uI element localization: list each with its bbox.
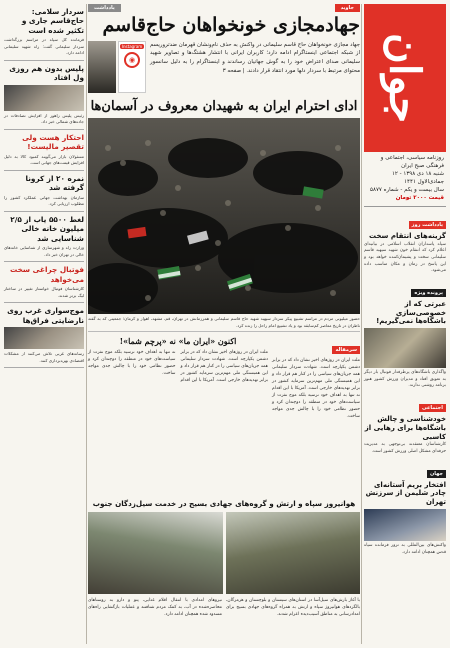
flood-photos: [88, 512, 360, 594]
flood-story: [88, 597, 360, 618]
lead-text: جهاد مجازی خونخواهان حاج قاسم سلیمانی در واکنش به حذف نام‌ونشان قهرمان ضدتروریسم از شبکه اجتماعی اینستاگرام ادامه دارد؛ کاربران ایرانی با انتشار هشتگ‌ها و تصاویر شهید سلیمانی صدای اعتراض خود را به گوش جهانیان رساندند و اینستاگرام را به دلیل سانسور محتوای مرتبط با سردار دلها مورد انتقاد قرار دادند. | صفحه ۳: [150, 41, 360, 74]
side-story-title[interactable]: افتخار بریم آستانه‌ای چادر شلیمن از سرزنش تهران: [365, 480, 446, 507]
side-story-text: واگذاری باشگاه‌های پرطرفدار فوتبال بار دیگر به تعویق افتاد و مدیران ورزش کشور هنوز برنامه روشنی ندارند.: [364, 370, 446, 389]
flood-text: نیروهای امدادی با انتقال اقلام غذایی، پتو و دارو به روستاهای محاصره‌شده در آب، به کمک مردم شتافتند و عملیات بازگشایی راه‌های مسدود شده همچنان ادامه دارد.: [88, 597, 222, 617]
flood-photo[interactable]: [88, 512, 223, 594]
analysis-headline[interactable]: اکنون «ایران ما» نه «پرچم شما»!: [119, 336, 237, 347]
issue-price: قیمت ۲۰۰۰ تومان: [395, 194, 444, 201]
brief-text: سازمان بهداشت جهانی عملکرد کشور را مطلوب ارزیابی کرد.: [4, 194, 84, 207]
brief-photo: [4, 327, 84, 349]
brief-title[interactable]: فوتبال چراغی سخت می‌خواهد: [9, 265, 84, 284]
side-story[interactable]: [364, 279, 446, 390]
brief-story[interactable]: [4, 61, 84, 130]
brief-title[interactable]: احتکار هست ولی تقصیر مالیست!: [22, 132, 84, 152]
portrait-photo: [88, 41, 116, 93]
instagram-label: Instagram: [121, 43, 143, 49]
top-banner: [88, 4, 360, 12]
section-tag: پرونده ویژه: [411, 289, 446, 297]
funeral-crowd-photo[interactable]: [88, 118, 360, 314]
instagram-graphic: [118, 41, 146, 93]
side-story[interactable]: [364, 394, 446, 456]
newspaper-logo[interactable]: جوان: [364, 4, 446, 152]
side-story-photo: [364, 509, 446, 541]
brief-story[interactable]: [4, 262, 84, 303]
brief-story[interactable]: [4, 130, 84, 171]
column-divider: [361, 4, 362, 644]
issue-line: شنبه ۱۸ دی ۱۳۹۸ - ۱۲ جمادی‌الاول ۱۴۴۱: [391, 170, 444, 185]
lead-story: [88, 41, 360, 93]
brief-photo: [4, 85, 84, 111]
brief-title[interactable]: لغط ۵۵۰۰ یاب از ۲/۵ میلیون خانه خالی شناسایی شد: [10, 214, 84, 243]
section-tag: جهان: [427, 470, 446, 478]
lead-headline[interactable]: جهادمجازی خونخواهان حاج‌قاسم: [102, 14, 360, 36]
brief-story[interactable]: [4, 171, 84, 212]
side-story-title[interactable]: عبرتی که از خصوصی‌سازی باشگاه‌ها نمی‌گیریم!: [376, 299, 446, 326]
photo-caption: حضور میلیونی مردم در مراسم تشییع پیکر سردار سپهبد شهید حاج قاسم سلیمانی و همرزمانش در تهران، قم، مشهد، اهواز و کرمان؛ جمعیتی که به گفته ناظران در تاریخ معاصر کم‌سابقه بود و یاد تشییع امام راحل را زنده کرد.: [88, 314, 360, 332]
crowd-photo-illustration: [88, 118, 360, 314]
side-story-text: واکنش‌های بین‌المللی به ترور فرمانده سپاه قدس همچنان ادامه دارد.: [364, 542, 446, 555]
brief-text: مسئولان بازار می‌گویند کمبود کالا به دلیل افزایش قیمت‌های جهانی است.: [4, 153, 84, 166]
issue-info: [364, 152, 446, 207]
photo-headline[interactable]: ادای احترام ایران به شهیدان معروف در آسمان‌ها: [90, 98, 358, 114]
masthead-column: [364, 4, 446, 644]
issue-line: سال بیست و یکم - شماره ۵۸۷۷: [370, 186, 444, 193]
brief-title[interactable]: نمره ۲۰ از کرونا گرفته شد: [25, 173, 84, 193]
side-story-text: سپاه پاسداران انقلاب اسلامی در بیانیه‌ای اعلام کرد که انتقام خون شهید سپهبد قاسم سلیمانی سخت و پشیمان‌کننده خواهد بود و این پاسخ در زمان و مکان مناسب داده می‌شود.: [364, 241, 446, 274]
brief-text: وزارت راه و شهرسازی از شناسایی خانه‌های خالی در تهران خبر داد.: [4, 245, 84, 257]
side-story-photo: [364, 328, 446, 368]
brief-title[interactable]: موج‌سواری غرب روی نارضایتی فراق‌ها: [7, 306, 84, 325]
analysis-text: ملت ایران در روزهای اخیر نشان داد که در برابر دشمن یکپارچه است. شهادت سردار سلیمانی همه جریان‌های سیاسی را در کنار هم قرار داد و این همبستگی ملی مهم‌ترین سرمایه کشور در برابر تهدیدهای خارجی است. آمریکا با این اقدام نه تنها به اهداف خود نرسید بلکه موج نفرت از سیاست‌های خود در منطقه را دوچندان کرد و حضور نظامی خود را با چالش جدی مواجه ساخت.: [88, 350, 268, 384]
brief-story[interactable]: [4, 303, 84, 368]
kicker-label: جاوید: [335, 4, 360, 12]
editorial-text: ملت ایران در روزهای اخیر نشان داد که در برابر دشمن یکپارچه است. شهادت سردار سلیمانی همه جریان‌های سیاسی را در کنار هم قرار داد و این همبستگی ملی مهم‌ترین سرمایه کشور در برابر تهدیدهای خارجی است. آمریکا با این اقدام نه تنها به اهداف خود نرسید بلکه موج نفرت از سیاست‌های خود در منطقه را دوچندان کرد و حضور نظامی خود را با چالش جدی مواجه ساخت.: [272, 358, 360, 420]
brief-text: کارشناسان فوتبال خواستار تغییر در ساختار لیگ برتر شدند.: [4, 286, 84, 298]
section-tag: یادداشت روز: [409, 221, 446, 229]
left-news-column: [4, 4, 84, 644]
section-tag: اجتماعی: [419, 404, 446, 412]
lead-media: [88, 41, 146, 93]
brief-text: رسانه‌های غربی تلاش می‌کنند از مشکلات اقتصادی بهره‌برداری کنند.: [4, 351, 84, 363]
side-story-text: کارشناسان معتقدند بی‌توجهی به مدیریت حرفه‌ای مشکل اصلی ورزش کشور است.: [364, 442, 446, 454]
brief-story[interactable]: [4, 212, 84, 262]
column-divider: [86, 4, 87, 644]
kicker-secondary: یادداشت: [88, 4, 121, 12]
brief-text: رئیس پلیس راهور از افزایش تصادفات در جاده‌های شمالی خبر داد.: [4, 112, 84, 125]
editorial-tag: سرمقاله: [332, 346, 360, 354]
brief-text: فرمانده کل سپاه در مراسم بزرگداشت سردار سلیمانی گفت: راه شهید سلیمانی ادامه دارد.: [4, 37, 84, 56]
flood-headline[interactable]: هوانیروز سپاه و ارتش و گروه‌های جهادی بسیج در خدمت سیل‌زدگان جنوب: [92, 499, 356, 509]
editorial-column: [272, 336, 360, 496]
middle-section: [88, 336, 360, 496]
side-story-title[interactable]: خودشناسی و چالش‌ باشگاه‌ها برای رهایی از کاسبی: [364, 415, 446, 441]
brief-title[interactable]: پلیس بدون هم روزی ول افتاد: [9, 63, 84, 83]
brief-story[interactable]: [4, 4, 84, 61]
side-story[interactable]: [364, 211, 446, 275]
main-column: [88, 4, 360, 644]
flood-photo[interactable]: [226, 512, 361, 594]
instagram-icon: ◉: [124, 52, 140, 68]
brief-title[interactable]: سردار سلامی: حاج‌قاسم جاری و تکثیر شده است: [21, 7, 84, 35]
analysis-column: [88, 336, 268, 496]
flood-text: با آغاز بارش‌های سیل‌آسا در استان‌های سیستان و بلوچستان و هرمزگان، بالگردهای هوانیروز سپاه و ارتش به همراه گروه‌های جهادی بسیج برای امدادرسانی به مناطق آسیب‌دیده اعزام شدند.: [226, 597, 360, 617]
side-story-title[interactable]: گزینه‌های انتقام سخت: [369, 231, 446, 240]
issue-line: روزنامه سیاسی، اجتماعی و فرهنگی صبح ایران: [380, 155, 444, 169]
side-story[interactable]: [364, 460, 446, 557]
